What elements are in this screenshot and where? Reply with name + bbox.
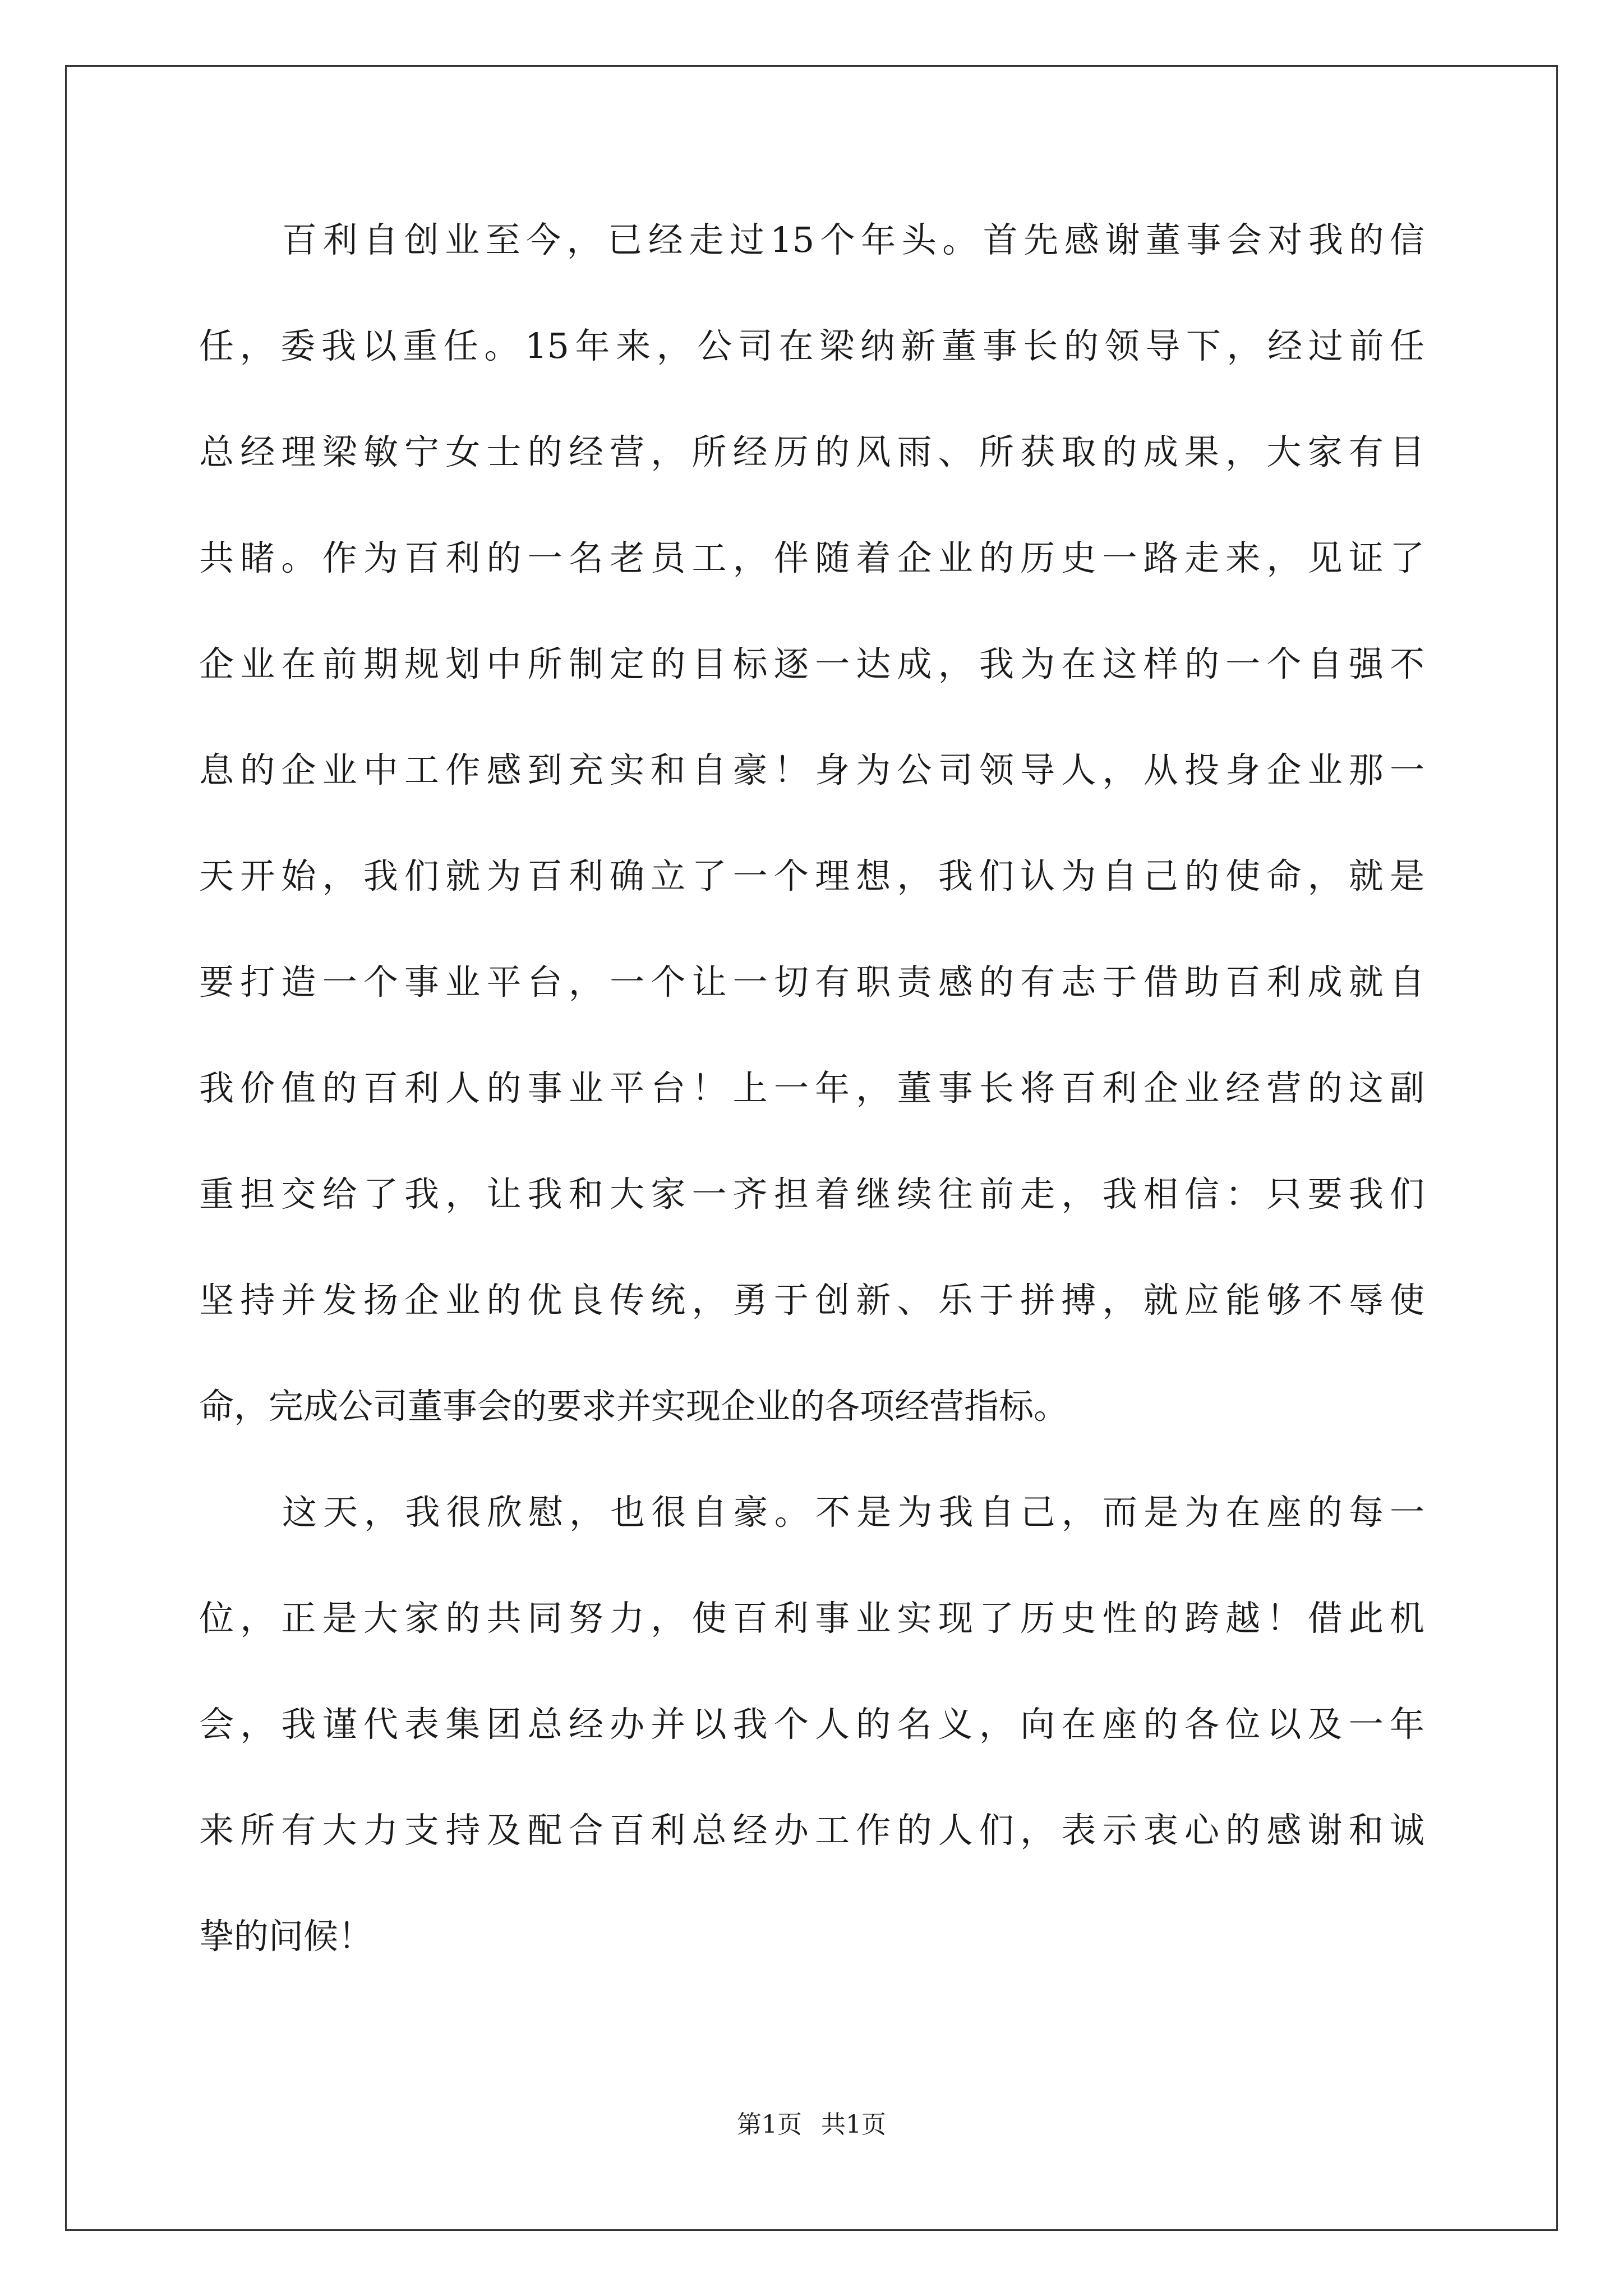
page-number: 第1页 xyxy=(737,2110,802,2139)
text-line: 要打造一个事业平台，一个让一切有职责感的有志于借助百利成就自 xyxy=(199,961,1424,1002)
text-line: 我价值的百利人的事业平台！上一年，董事长将百利企业经营的这副 xyxy=(199,1068,1424,1108)
text-line: 位，正是大家的共同努力，使百利事业实现了历史性的跨越！借此机 xyxy=(199,1598,1424,1639)
paragraph-1 xyxy=(199,216,1424,1488)
text-line: 这天，我很欣慰，也很自豪。不是为我自己，而是为在座的每一 xyxy=(282,1492,1424,1533)
text-line: 息的企业中工作感到充实和自豪！身为公司领导人，从投身企业那一 xyxy=(199,749,1424,790)
text-line: 总经理梁敏宁女士的经营，所经历的风雨、所获取的成果，大家有目 xyxy=(199,431,1424,472)
text-line: 企业在前期规划中所制定的目标逐一达成，我为在这样的一个自强不 xyxy=(199,643,1424,684)
text-line: 来所有大力支持及配合百利总经办工作的人们，表示衷心的感谢和诚 xyxy=(199,1810,1424,1851)
text-line: 共睹。作为百利的一名老员工，伴随着企业的历史一路走来，见证了 xyxy=(199,537,1424,578)
text-line: 挚的问候！ xyxy=(199,1916,374,1957)
paragraph-2 xyxy=(199,1488,1424,2018)
text-line: 天开始，我们就为百利确立了一个理想，我们认为自己的使命，就是 xyxy=(199,855,1424,896)
text-line: 会，我谨代表集团总经办并以我个人的名义，向在座的各位以及一年 xyxy=(199,1704,1424,1745)
page-total: 共1页 xyxy=(821,2110,886,2139)
text-line: 百利自创业至今，已经走过15个年头。首先感谢董事会对我的信 xyxy=(282,219,1424,260)
text-line: 重担交给了我，让我和大家一齐担着继续往前走，我相信：只要我们 xyxy=(199,1174,1424,1214)
text-line: 坚持并发扬企业的优良传统，勇于创新、乐于拼搏，就应能够不辱使 xyxy=(199,1280,1424,1320)
document-body xyxy=(199,216,1424,2018)
page-footer xyxy=(0,2108,1623,2142)
text-line: 命，完成公司董事会的要求并实现企业的各项经营指标。 xyxy=(199,1386,1069,1427)
text-line: 任，委我以重任。15年来，公司在梁纳新董事长的领导下，经过前任 xyxy=(199,325,1424,366)
